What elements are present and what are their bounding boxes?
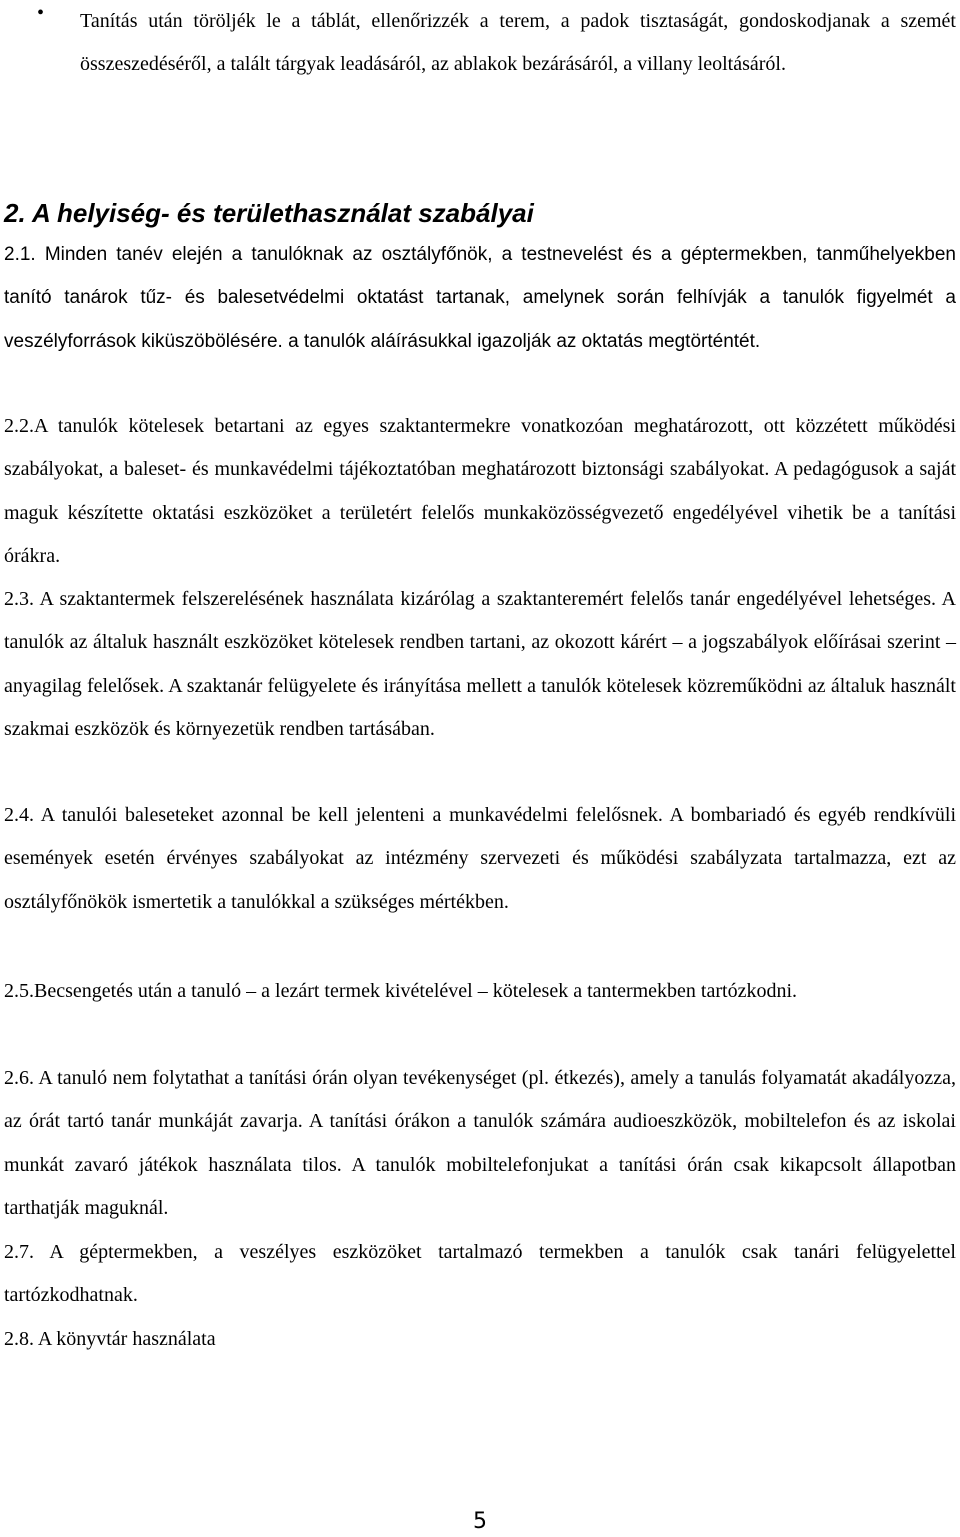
paragraph-2-2: 2.2.A tanulók kötelesek betartani az egyes szaktantermekre vonatkozóan meghatározott, ott közzétett működési szabályokat, a baleset- és munkavédelmi tájékoztatóban meghatározott biztonsági szabályokat. A pedagógusok a saját maguk készítette oktatási eszközöket a területért felelős munkaközösségvezető engedélyével vihetik be a tanítási órákra.	[4, 415, 956, 568]
paragraph-2-3: 2.3. A szaktantermek felszerelésének használata kizárólag a szaktanteremért felelős tanár engedélyével lehetséges. A tanulók az általuk használt eszközöket kötelesek rendben tartani, az okozott kárért – a jogszabályok előírásai szerint – anyagilag felelősek. A szaktanár felügyelete és irányítása mellett a tanulók kötelesek közreműködni az általuk használt szakmai eszközök és környezetük rendben tartásában.	[4, 588, 956, 741]
section-heading: 2. A helyiség- és területhasználat szabályai	[4, 198, 534, 228]
page-number: 5	[473, 1509, 487, 1534]
paragraph-2-6: 2.6. A tanuló nem folytathat a tanítási órán olyan tevékenységet (pl. étkezés), amely a tanulás folyamatát akadályozza, az órát tartó tanár munkáját zavarja. A tanítási órákon a tanulók számára audioeszközök, mobiltelefon és az iskolai munkát zavaró játékok használata tilos. A tanulók mobiltelefonjukat a tanítási órán csak kikapcsolt állapotban tarthatják maguknál.	[4, 1067, 956, 1220]
paragraph-2-8: 2.8. A könyvtár használata	[4, 1328, 216, 1350]
paragraph-2-4: 2.4. A tanulói baleseteket azonnal be kell jelenteni a munkavédelmi felelősnek. A bombariadó és egyéb rendkívüli események esetén érvényes szabályokat az intézmény szervezeti és működési szabályzata tartalmazza, ezt az osztályfőnökök ismertetik a tanulókkal a szükséges mértékben.	[4, 804, 956, 913]
bullet-text: Tanítás után töröljék le a táblát, ellenőrizzék a terem, a padok tisztaságát, gondoskodjanak a szemét összeszedéséről, a talált tárgyak leadásáról, az ablakok bezárásáról, a villany leoltásáról.	[80, 10, 956, 75]
bullet-marker: •	[37, 2, 45, 24]
paragraph-2-5: 2.5.Becsengetés után a tanuló – a lezárt termek kivételével – kötelesek a tantermekben tartózkodni.	[4, 980, 798, 1002]
paragraph-2-7: 2.7. A géptermekben, a veszélyes eszközöket tartalmazó termekben a tanulók csak tanári felügyelettel tartózkodhatnak.	[4, 1241, 956, 1307]
paragraph-2-1: 2.1. Minden tanév elején a tanulóknak az osztályfőnök, a testnevelést és a géptermekben, tanműhelyekben tanító tanárok tűz- és balesetvédelmi oktatást tartanak, amelynek során felhívják a tanulók figyelmét a veszélyforrások kiküszöbölésére. a tanulók aláírásukkal igazolják az oktatás megtörténtét.	[4, 244, 956, 352]
